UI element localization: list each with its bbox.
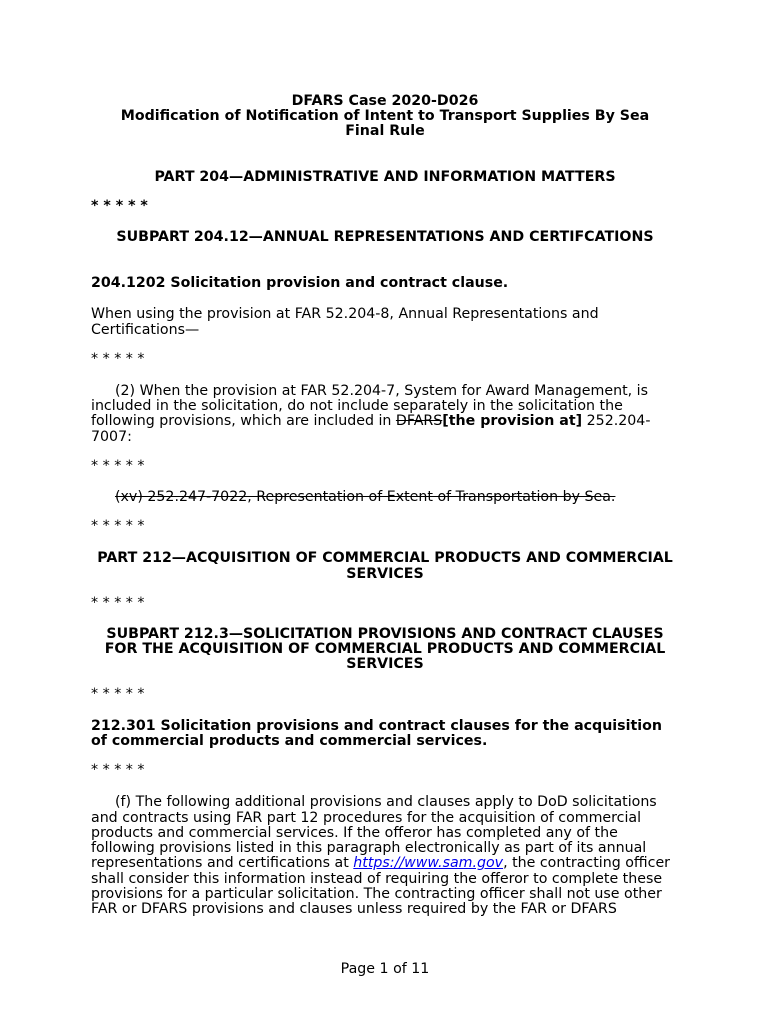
page-number: Page 1 of 11 bbox=[340, 961, 430, 977]
part-212-heading: PART 212—ACQUISITION OF COMMERCIAL PRODUCTS AND COMMERCIAL SERVICES bbox=[97, 550, 673, 582]
deleted-item-xv: (xv) 252.247-7022, Representation of Extent of Transportation by Sea. bbox=[115, 489, 616, 506]
paragraph-2-text: (2) When the provision at FAR 52.204-7, System for Award Management, is included in the solicitation, do not include separately in the solicitation the following provisions, which are included in bbox=[91, 383, 648, 430]
document-page bbox=[91, 94, 679, 917]
omission-marker: * * * * * bbox=[91, 594, 145, 611]
case-number: DFARS Case 2020-D026 bbox=[291, 93, 479, 109]
part-204-heading: PART 204—ADMINISTRATIVE AND INFORMATION MATTERS bbox=[154, 168, 616, 185]
section-212-301-heading: 212.301 Solicitation provisions and contract clauses for the acquisition of commercial products and commercial services. bbox=[91, 717, 662, 750]
paragraph-2-text-end: 252.204-7007: bbox=[91, 413, 651, 445]
omission-marker: * * * * * bbox=[91, 685, 145, 702]
sam-gov-link[interactable]: https://www.sam.gov bbox=[353, 855, 504, 872]
section-204-1202-intro: When using the provision at FAR 52.204-8, Annual Representations and Certifications— bbox=[91, 306, 599, 338]
paragraph-2 bbox=[91, 384, 679, 445]
omission-marker: * * * * * bbox=[91, 518, 145, 535]
omission-marker: * * * * * bbox=[91, 350, 145, 367]
deleted-text: DFARS bbox=[395, 413, 443, 430]
section-204-1202-heading: 204.1202 Solicitation provision and contract clause. bbox=[91, 275, 509, 292]
subpart-212-3-heading: SUBPART 212.3—SOLICITATION PROVISIONS AND CONTRACT CLAUSES FOR THE ACQUISITION OF COMMERCIAL PRODUCTS AND COMMERCIAL SERVICES bbox=[104, 626, 666, 673]
rule-type: Final Rule bbox=[345, 123, 425, 140]
paragraph-f-text-end: , the contracting officer shall consider this information instead of requiring the offeror to complete these provisions for a particular solicitation. The contracting officer shall not use other FAR or DFARS provisions and clauses unless required by the FAR or DFARS bbox=[91, 855, 671, 917]
omission-marker: * * * * * bbox=[91, 762, 145, 779]
paragraph-f-text: (f) The following additional provisions and clauses apply to DoD solicitations and contracts using FAR part 12 procedures for the acquisition of commercial products and commercial services. If the offeror has completed any of the following provisions listed in this paragraph electronically as part of its annual representations and certifications at bbox=[91, 794, 657, 872]
omission-marker: * * * * * bbox=[91, 457, 145, 474]
rule-title: Modification of Notification of Intent to Transport Supplies By Sea bbox=[120, 108, 650, 125]
paragraph-f bbox=[91, 795, 679, 917]
document-title-block bbox=[91, 94, 679, 140]
inserted-text: [the provision at] bbox=[442, 413, 583, 430]
subpart-204-12-heading: SUBPART 204.12—ANNUAL REPRESENTATIONS AND CERTIFCATIONS bbox=[116, 229, 654, 246]
omission-marker: * * * * * bbox=[91, 197, 148, 214]
